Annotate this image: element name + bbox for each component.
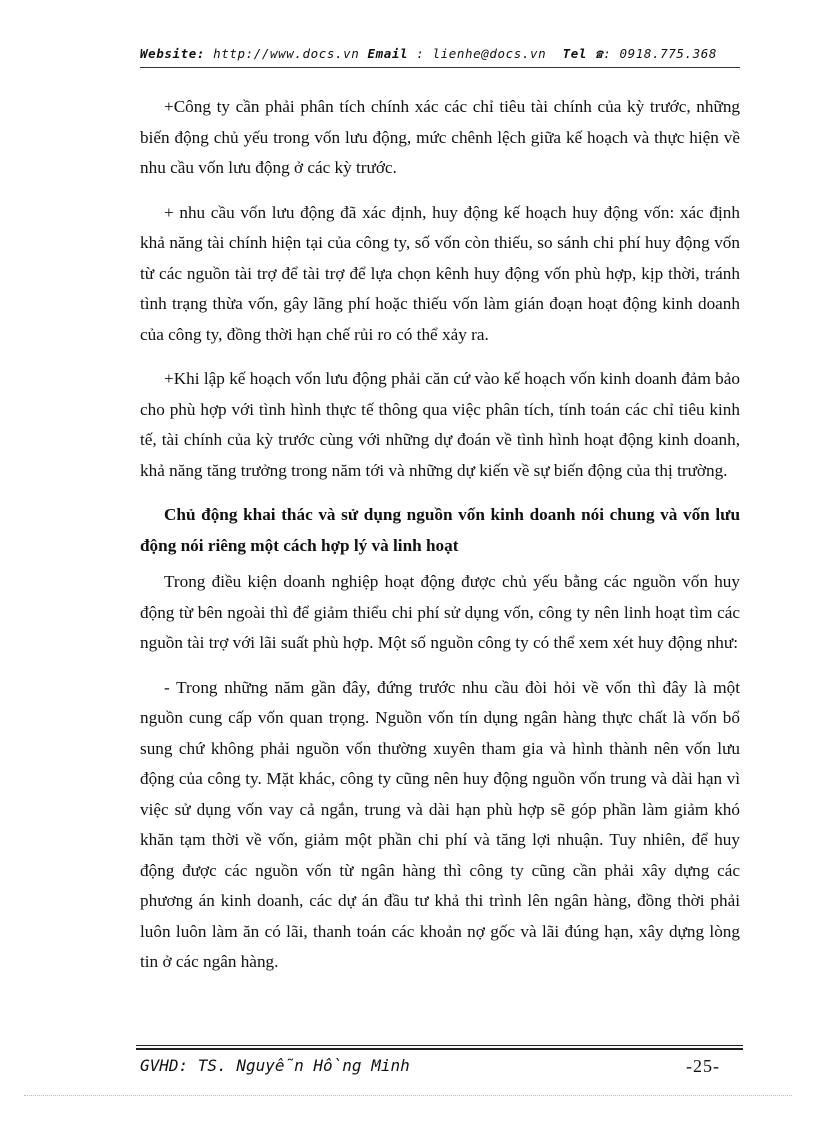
paragraph-4: Trong điều kiện doanh nghiệp hoạt động được chủ yếu bằng các nguồn vốn huy động từ bên ngoài thì để giảm thiểu chi phí sử dụng vốn, công ty nên linh hoạt tìm các nguồn tài trợ với lãi suất phù hợp. Một số nguồn công ty có thể xem xét huy động như: — [140, 572, 740, 652]
paragraph-3: +Khi lập kế hoạch vốn lưu động phải căn cứ vào kế hoạch vốn kinh doanh đảm bảo cho phù hợp với tình hình thực tế thông qua việc phân tích, tính toán các chỉ tiêu kinh tế, tài chính của kỳ trước cùng với những dự đoán về tình hình hoạt động kinh doanh, khả năng tăng trưởng trong năm tới và những dự kiến về sự biến động của thị trường. — [140, 369, 740, 480]
paragraph-1: +Công ty cần phải phân tích chính xác các chỉ tiêu tài chính của kỳ trước, những biến động chủ yếu trong vốn lưu động, mức chênh lệch giữa kế hoạch và thực hiện về nhu cầu vốn lưu động ở các kỳ trước. — [140, 97, 740, 177]
email-label: Email — [367, 46, 409, 61]
paragraph-5: - Trong những năm gần đây, đứng trước nhu cầu đòi hỏi về vốn thì đây là một nguồn cung cấp vốn quan trọng. Nguồn vốn tín dụng ngân hàng thực chất là vốn bổ sung chứ không phải nguồn vốn thường xuyên tham gia và hình thành nên vốn lưu động của công ty. Mặt khác, công ty cũng nên huy động nguồn vốn trung và dài hạn vì việc sử dụng vốn vay cả ngắn, trung và dài hạn phù hợp sẽ góp phần làm giảm khó khăn tạm thời về vốn, giảm một phần chi phí và tăng lợi nhuận. Tuy nhiên, để huy động được các nguồn vốn từ ngân hàng thì công ty cũng cần phải xây dựng các phương án kinh doanh, các dự án đầu tư khả thi trình lên ngân hàng, đồng thời phải luôn luôn làm ăn có lãi, thanh toán các khoản nợ gốc và lãi đúng hạn, xây dựng lòng tin ở các ngân hàng. — [140, 677, 740, 971]
page-header — [140, 46, 740, 61]
page-number: -25- — [686, 1056, 720, 1076]
tel-label: Tel — [562, 46, 587, 61]
website-url[interactable]: http://www.docs.vn — [205, 46, 368, 61]
header-divider — [140, 67, 740, 68]
section-heading: Chủ động khai thác và sử dụng nguồn vốn kinh doanh nói chung và vốn lưu động nói riêng một cách hợp lý và linh hoạt — [140, 505, 740, 555]
phone-icon: ☎ — [595, 46, 604, 61]
page-bottom-border — [24, 1095, 792, 1096]
document-body — [140, 92, 740, 992]
paragraph-2: + nhu cầu vốn lưu động đã xác định, huy động kế hoạch huy động vốn: xác định khả năng tài chính hiện tại của công ty, số vốn còn thiếu, so sánh chi phí huy động vốn từ các nguồn tài trợ để tài trợ để lựa chọn kênh huy động vốn phù hợp, kịp thời, tránh tình trạng thừa vốn, gây lãng phí hoặc thiếu vốn làm gián đoạn hoạt động kinh doanh của công ty, đồng thời hạn chế rủi ro có thể xảy ra. — [140, 202, 740, 344]
email-address[interactable]: : lienhe@docs.vn — [408, 46, 555, 61]
website-label: Website: — [140, 46, 206, 61]
footer-divider-thin — [136, 1045, 743, 1046]
footer-divider-thick — [136, 1048, 743, 1050]
tel-number: : 0918.775.368 — [603, 46, 718, 61]
footer-supervisor: GVHD: TS. Nguyễn Hồng Minh — [140, 1056, 410, 1075]
